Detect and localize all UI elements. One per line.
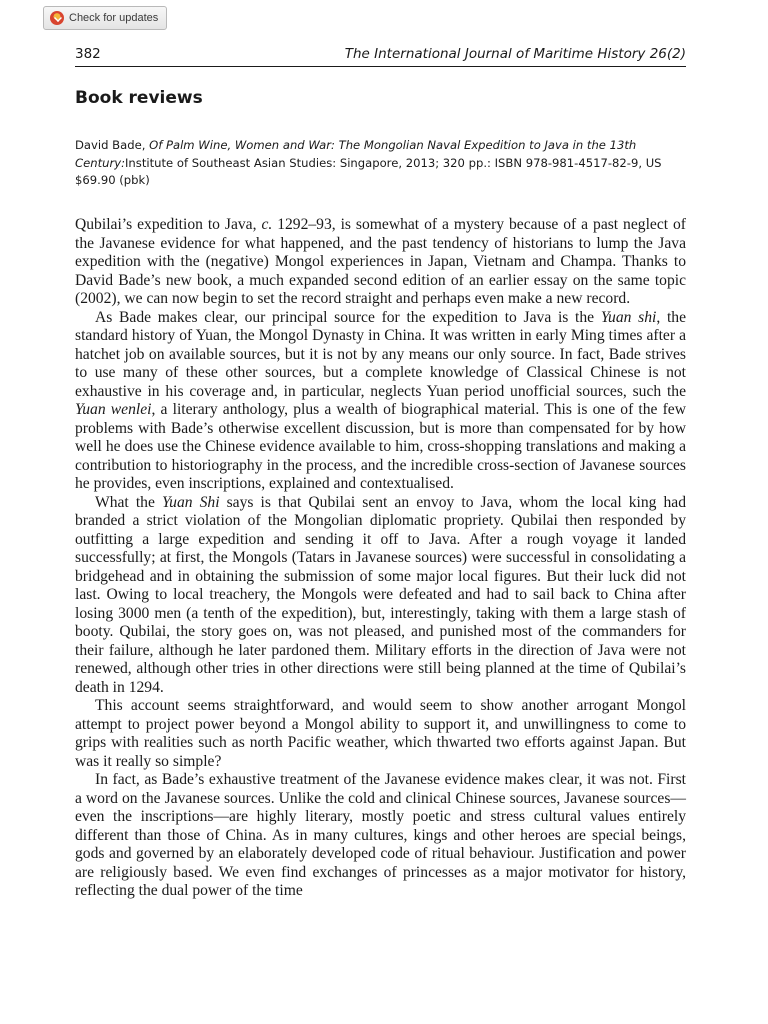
- paragraph-text: Qubilai’s expedition to Java,: [75, 216, 262, 233]
- paragraph-text: says is that Qubilai sent an envoy to Java, whom the local king had branded a strict violation of the Mongolian diplomatic propriety. Qubilai then responded by outfitting a large expedition and sending it off to Java. After a rough voyage it landed successfully; at first, the Mongols (Tatars in Javanese sources) were successful in consolidating a bridgehead and in obtaining the submission of some major local figures. But their luck did not last. Owing to local treachery, the Mongols were defeated and had to sail back to China after losing 3000 men (a tenth of the expedition), but, interestingly, taking with them a large stash of booty. Qubilai, the story goes on, was not pleased, and punished most of the commanders for their failure, although he later pardoned them. Military efforts in the direction of Java were not renewed, although other tries in other directions were still being planned at the time of Qubilai’s death in 1294.: [75, 493, 686, 696]
- section-title: Book reviews: [75, 88, 203, 108]
- italic-text: c.: [261, 216, 273, 233]
- paragraph-text: This account seems straightforward, and would seem to show another arrogant Mongol attempt to project power beyond a Mongol ability to support it, and unwillingness to come to grips with realities such as north Pacific weather, which thwarted two efforts against Japan. But was it really so simple?: [75, 697, 686, 770]
- paragraph-text: , a literary anthology, plus a wealth of biographical material. This is one of the few problems with Bade’s otherwise excellent discussion, but is more than compensated for by how well he does use the Chinese evidence available to him, cross-shopping translations and making a contribution to historiography in the process, and the incredible cross-section of Javanese sources he provides, even inscriptions, explained and contextualised.: [75, 401, 686, 492]
- body-paragraph: [75, 697, 686, 771]
- check-for-updates-button[interactable]: [43, 6, 167, 30]
- citation-details: Institute of Southeast Asian Studies: Singapore, 2013; 320 pp.: ISBN 978-981-4517-82-9, US $69.90 (pbk): [75, 155, 662, 187]
- paragraph-text: , the standard history of Yuan, the Mongol Dynasty in China. It was written in early Ming times after a hatchet job on available sources, but it is not by any means our only source. In fact, Bade strives to use many of these other sources, but a complete knowledge of Classical Chinese is not exhaustive in his coverage and, in particular, neglects Yuan period unofficial sources, such the: [75, 308, 686, 400]
- paragraph-text: As Bade makes clear, our principal source for the expedition to Java is the: [95, 308, 601, 326]
- review-body: [75, 216, 686, 901]
- citation-author: David Bade,: [75, 138, 150, 152]
- body-paragraph: [75, 771, 686, 901]
- running-header: [75, 46, 686, 67]
- journal-title: The International Journal of Maritime History 26(2): [344, 46, 686, 62]
- crossmark-icon: [50, 11, 64, 25]
- italic-text: Yuan Shi: [161, 493, 220, 511]
- page-number: 382: [75, 46, 101, 62]
- body-paragraph: [75, 309, 686, 494]
- citation-book-title: Of Palm Wine, Women and War: The Mongolian Naval Expedition to Java in the 13th Century:: [75, 138, 637, 170]
- italic-text: Yuan shi: [600, 308, 657, 326]
- italic-text: Yuan wenlei: [75, 401, 152, 418]
- paragraph-text: What the: [95, 493, 162, 511]
- body-paragraph: [75, 216, 686, 309]
- paragraph-text: 1292–93, is somewhat of a mystery because of a past neglect of the Javanese evidence for what happened, and the past tendency of historians to lump the Java expedition with the (negative) Mongol experiences in Japan, Vietnam and Champa. Thanks to David Bade’s new book, a much expanded second edition of an earlier essay on the same topic (2002), we can now begin to set the record straight and perhaps even make a new record.: [75, 216, 686, 307]
- paragraph-text: In fact, as Bade’s exhaustive treatment of the Javanese evidence makes clear, it was not. First a word on the Javanese sources. Unlike the cold and clinical Chinese sources, Javanese sources—even the inscriptions—are highly literary, mostly poetic and stress cultural values entirely different than those of China. As in many cultures, kings and other heroes are special beings, gods and governed by an elaborately developed code of ritual behaviour. Justification and power are religiously based. We even find exchanges of princesses as a major motivator for history, reflecting the dual power of the time: [75, 771, 686, 899]
- body-paragraph: [75, 494, 686, 698]
- book-citation: [75, 137, 686, 190]
- check-for-updates-label: Check for updates: [69, 12, 159, 24]
